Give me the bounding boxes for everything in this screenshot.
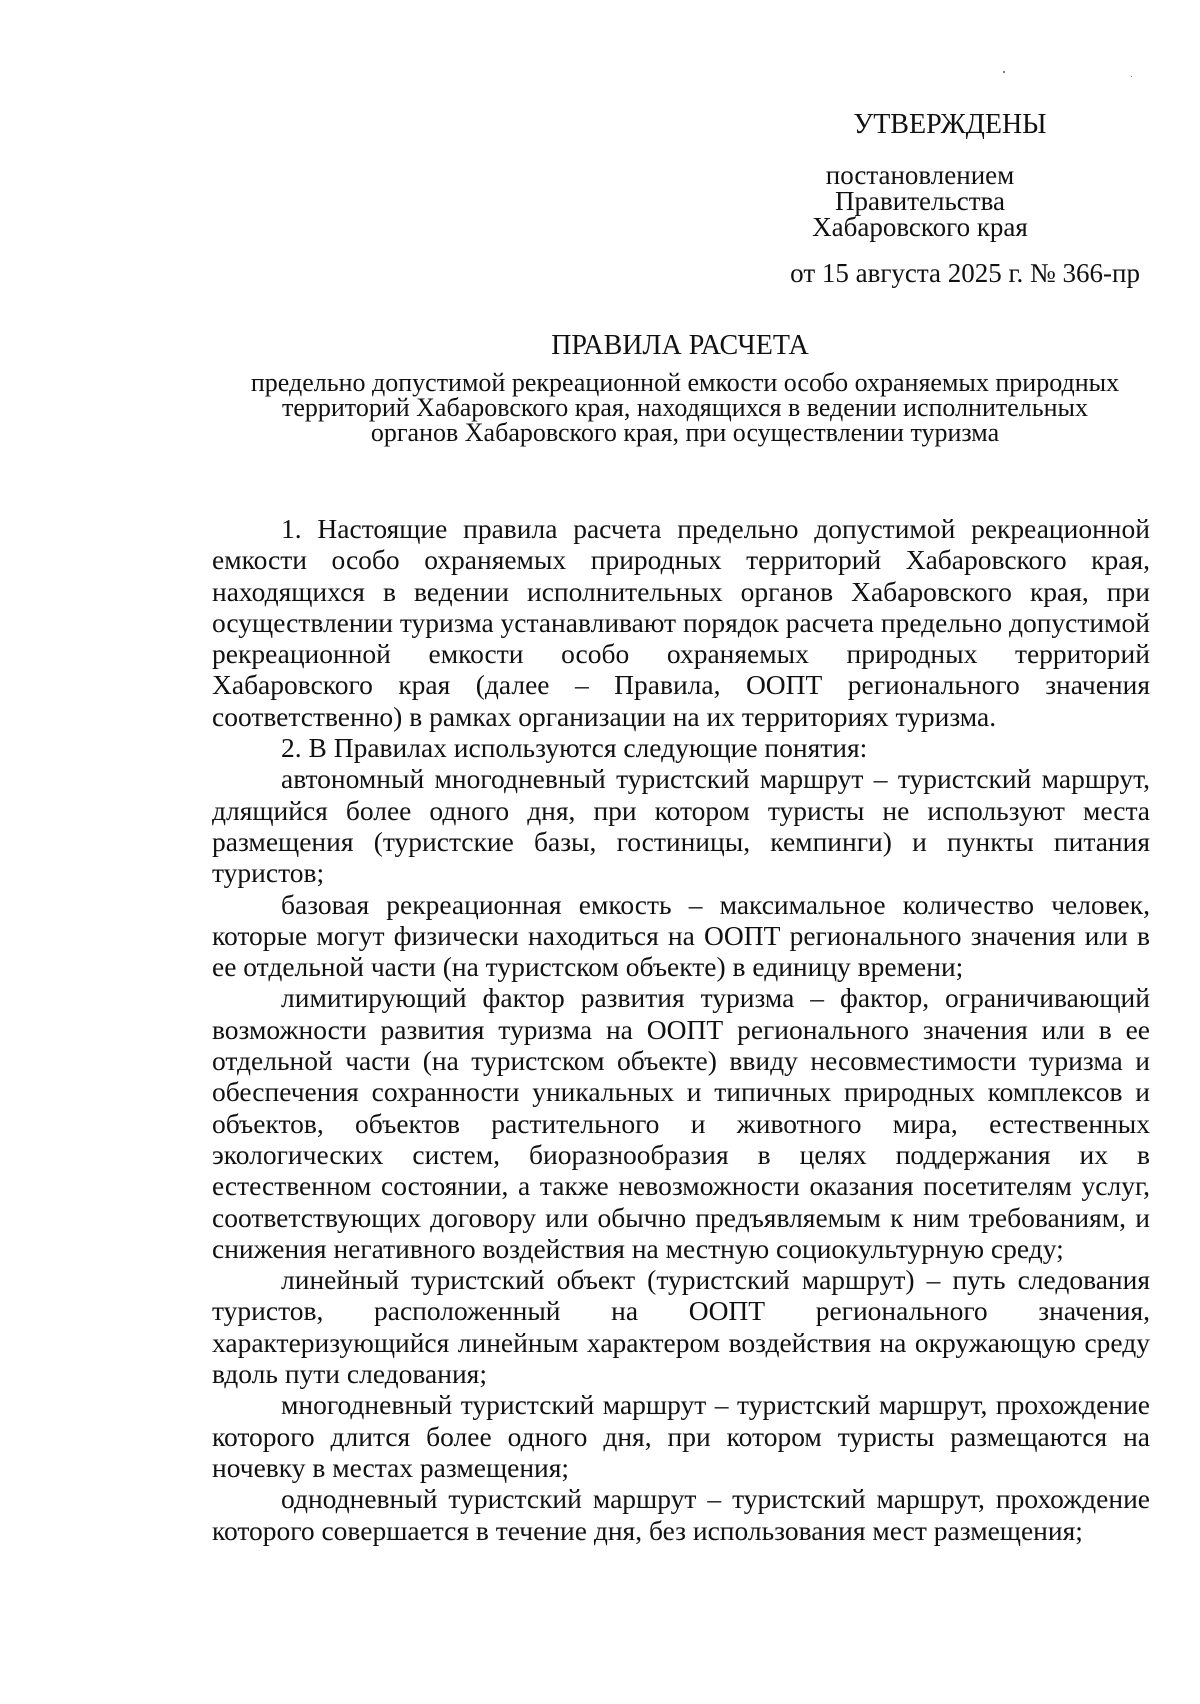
scan-speck [1003, 71, 1005, 73]
approval-line: постановлением [825, 160, 1015, 190]
approval-stamp: УТВЕРЖДЕНЫ [853, 109, 1047, 140]
paragraph-definitions-intro: 2. В Правилах используются следующие понятия: [281, 732, 868, 764]
definition-limiting-factor: лимитирующий фактор развития туризма – фактор, ограничивающий возможности развития туризма на ООПТ регионального значения или в ее отдельной части (на туристском объекте) ввиду несовместимости туризма и обеспечения сохранности уникальных и типичных природных комплексов и объектов, объектов растительного и животного мира, естественных экологических систем, биоразнообразия в целях поддержания их в естественном состоянии, а также невозможности оказания посетителям услуг, соответствующих договору или обычно предъявляемым к ним требованиям, и снижения негативного воздействия на местную социокультурную среду; [212, 982, 1150, 1264]
approval-line: Правительства [835, 186, 1005, 216]
definition-multiday-route: многодневный туристский маршрут – туристский маршрут, прохождение которого длится более одного дня, при котором туристы размещаются на ночевку в местах размещения; [212, 1389, 1150, 1483]
scan-speck [1131, 76, 1132, 77]
definition-oneday-route: однодневный туристский маршрут – туристский маршрут, прохождение которого совершается в течение дня, без использования мест размещения; [212, 1483, 1150, 1546]
paragraph-scope: 1. Настоящие правила расчета предельно допустимой рекреационной емкости особо охраняемых природных территорий Хабаровского края, находящихся в ведении исполнительных органов Хабаровского края, при осуществлении туризма устанавливают порядок расчета предельно допустимой рекреационной емкости особо охраняемых природных территорий Хабаровского края (далее – Правила, ООПТ регионального значения соответственно) в рамках организации на их территориях туризма. [212, 513, 1150, 732]
definition-base-capacity: базовая рекреационная емкость – максимальное количество человек, которые могут физически находиться на ООПТ регионального значения или в ее отдельной части (на туристском объекте) в единицу времени; [212, 888, 1150, 983]
definition-autonomous-route: автономный многодневный туристский маршрут – туристский маршрут, длящийся более одного дня, при котором туристы не используют места размещения (туристские базы, гостиницы, кемпинги) и пункты питания туристов; [212, 763, 1150, 889]
document-title: ПРАВИЛА РАСЧЕТА [551, 330, 809, 361]
document-subtitle [200, 370, 1170, 445]
subtitle-line: территорий Хабаровского края, находящихся в ведении исполнительных [281, 393, 1088, 422]
approval-line: Хабаровского края [812, 212, 1028, 242]
subtitle-line: предельно допустимой рекреационной емкости особо охраняемых природных [250, 368, 1120, 397]
definition-linear-object: линейный туристский объект (туристский маршрут) – путь следования туристов, расположенный на ООПТ регионального значения, характеризующийся линейным характером воздействия на окружающую среду вдоль пути следования; [212, 1264, 1150, 1390]
document-body [212, 513, 1150, 1546]
approval-date: от 15 августа 2025 г. № 366-пр [790, 258, 1140, 288]
subtitle-line: органов Хабаровского края, при осуществлении туризма [370, 418, 1000, 447]
approval-block [700, 108, 1140, 286]
